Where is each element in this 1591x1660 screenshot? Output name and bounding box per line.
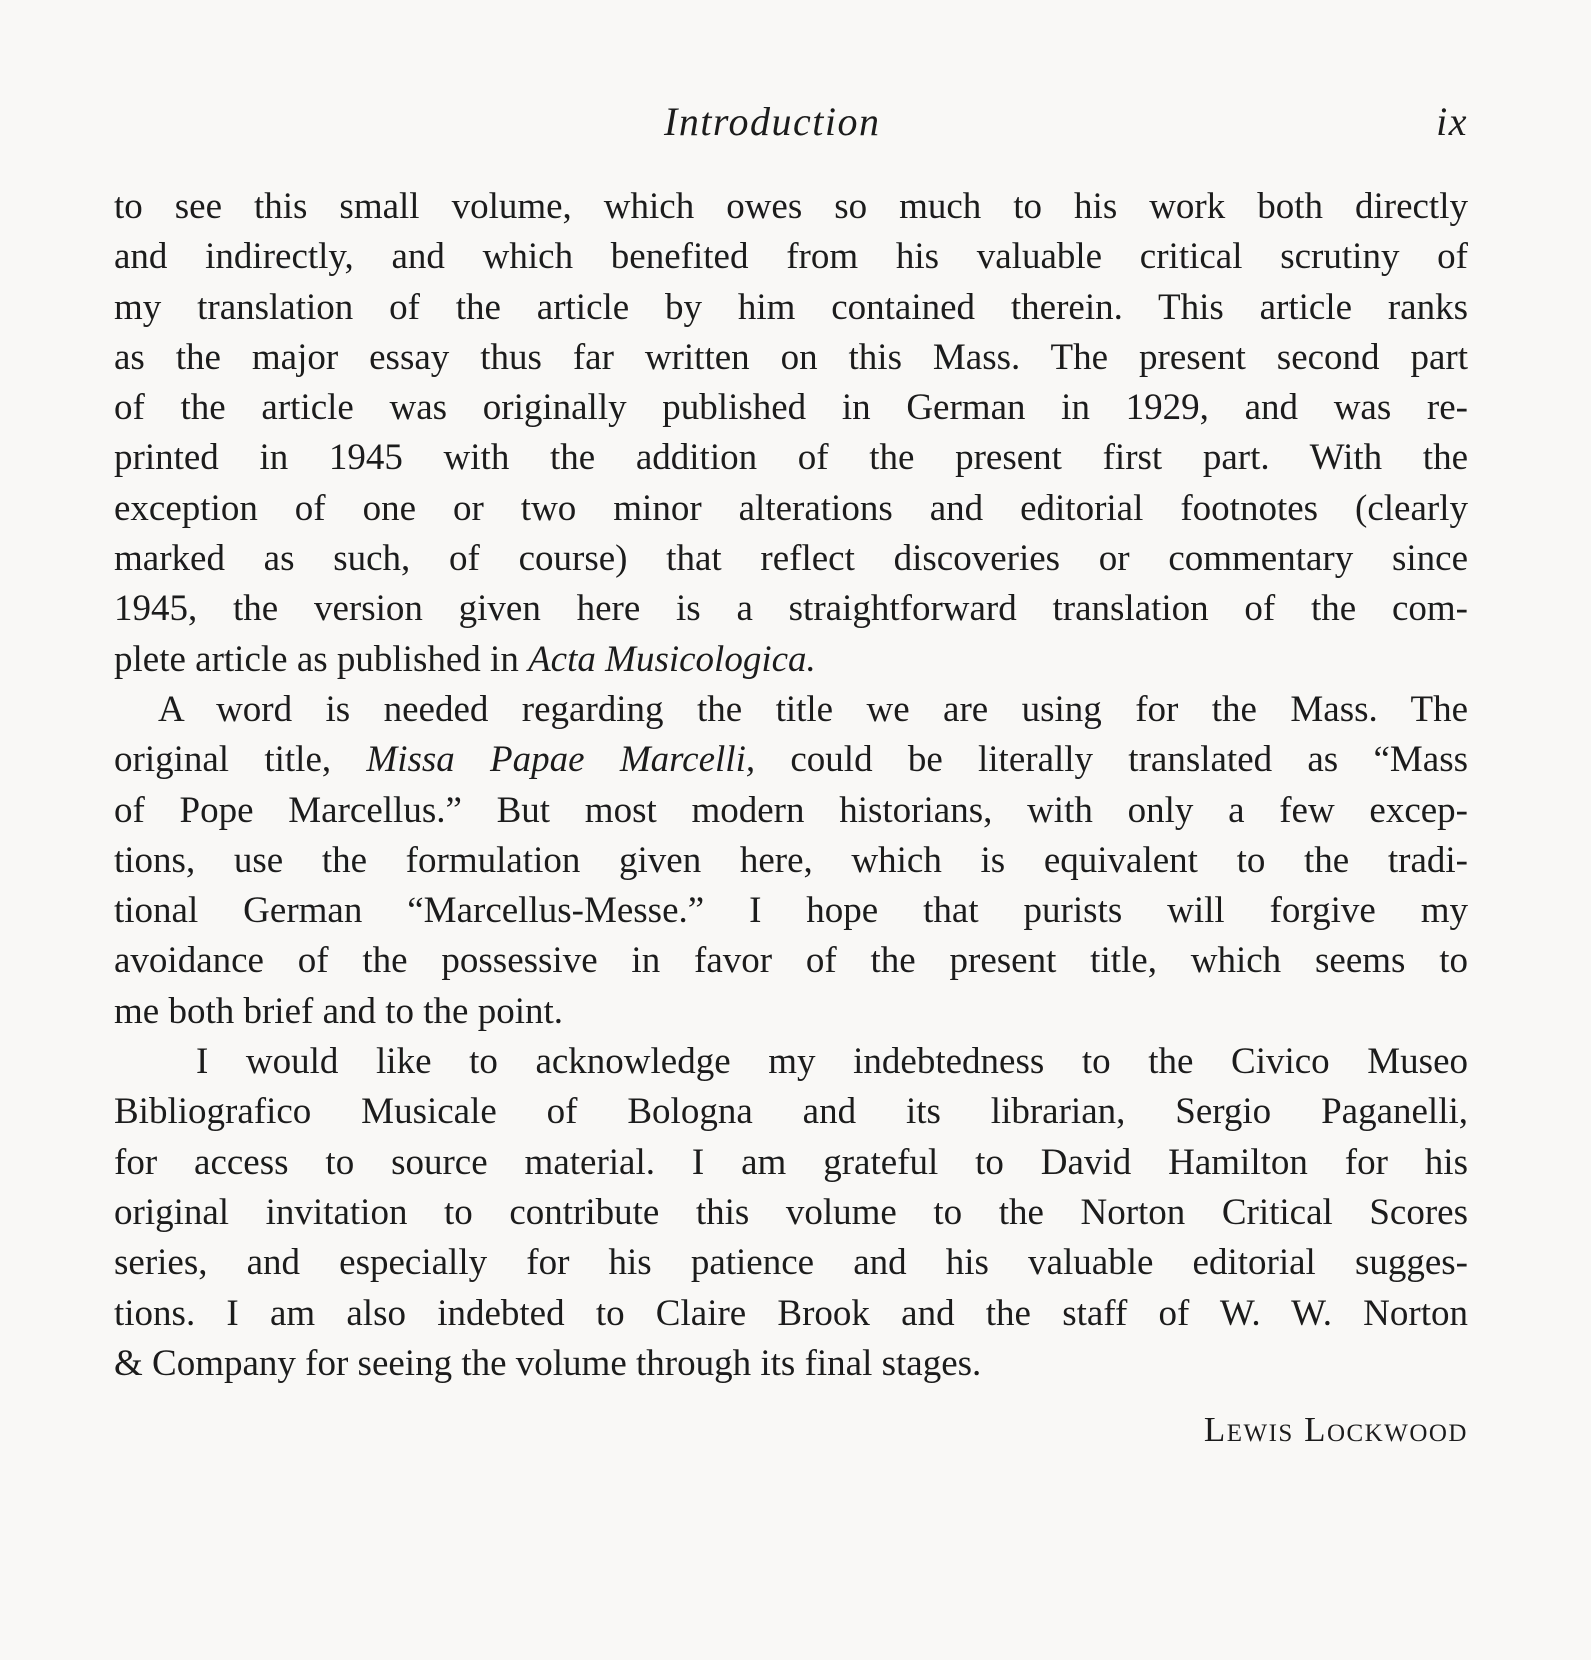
text-line: tional German “Marcellus-Messe.” I hope that purists will forgive my (114, 890, 1468, 932)
text-line: marked as such, of course) that reflect discoveries or commentary since (114, 538, 1468, 580)
paragraph-1 (114, 182, 1468, 685)
text-line: & Company for seeing the volume through its final stages. (114, 1342, 982, 1384)
text-run: could be literally translated as “Mass (755, 739, 1468, 781)
text-line (114, 735, 1468, 785)
text-line: of the article was originally published in German in 1929, and was re- (114, 387, 1468, 429)
text-line: avoidance of the possessive in favor of the present title, which seems to (114, 940, 1468, 982)
text-line (114, 635, 1468, 685)
text-run: original title, (114, 739, 367, 781)
running-head (114, 98, 1468, 148)
text-line: my translation of the article by him contained therein. This article ranks (114, 286, 1468, 328)
body-text (114, 182, 1468, 1389)
text-line: as the major essay thus far written on this Mass. The present second part (114, 336, 1468, 378)
text-line: exception of one or two minor alterations and editorial footnotes (clearly (114, 487, 1468, 529)
text-line: original invitation to contribute this volume to the Norton Critical Scores (114, 1191, 1468, 1233)
page-number: ix (1436, 99, 1468, 144)
text-line: I would like to acknowledge my indebtedness to the Civico Museo (196, 1041, 1468, 1083)
text-line: to see this small volume, which owes so much to his work both directly (114, 186, 1468, 227)
text-line: tions. I am also indebted to Claire Brook and the staff of W. W. Norton (114, 1292, 1468, 1334)
text-line: printed in 1945 with the addition of the present first part. With the (114, 437, 1468, 479)
text-line: A word is needed regarding the title we are using for the Mass. The (158, 688, 1468, 730)
text-line: series, and especially for his patience and his valuable editorial sugges- (114, 1242, 1468, 1284)
text-line: and indirectly, and which benefited from his valuable critical scrutiny of (114, 236, 1468, 278)
mass-title: Missa Papae Marcelli, (366, 739, 756, 781)
text-line: Bibliografico Musicale of Bologna and its librarian, Sergio Paganelli, (114, 1091, 1468, 1133)
paragraph-3 (114, 1037, 1468, 1389)
text-line: tions, use the formulation given here, which is equivalent to the tradi- (114, 839, 1468, 881)
author-signature: Lewis Lockwood (1203, 1410, 1468, 1449)
paragraph-2 (114, 685, 1468, 1037)
text-run: plete article as published in (114, 638, 529, 680)
text-line: for access to source material. I am grateful to David Hamilton for his (114, 1141, 1468, 1183)
journal-title: Acta Musicologica. (528, 638, 816, 680)
text-line: me both brief and to the point. (114, 990, 564, 1032)
running-head-title: Introduction (664, 99, 881, 144)
text-line: of Pope Marcellus.” But most modern historians, with only a few excep- (114, 789, 1468, 831)
text-line: 1945, the version given here is a straightforward translation of the com- (114, 588, 1468, 630)
